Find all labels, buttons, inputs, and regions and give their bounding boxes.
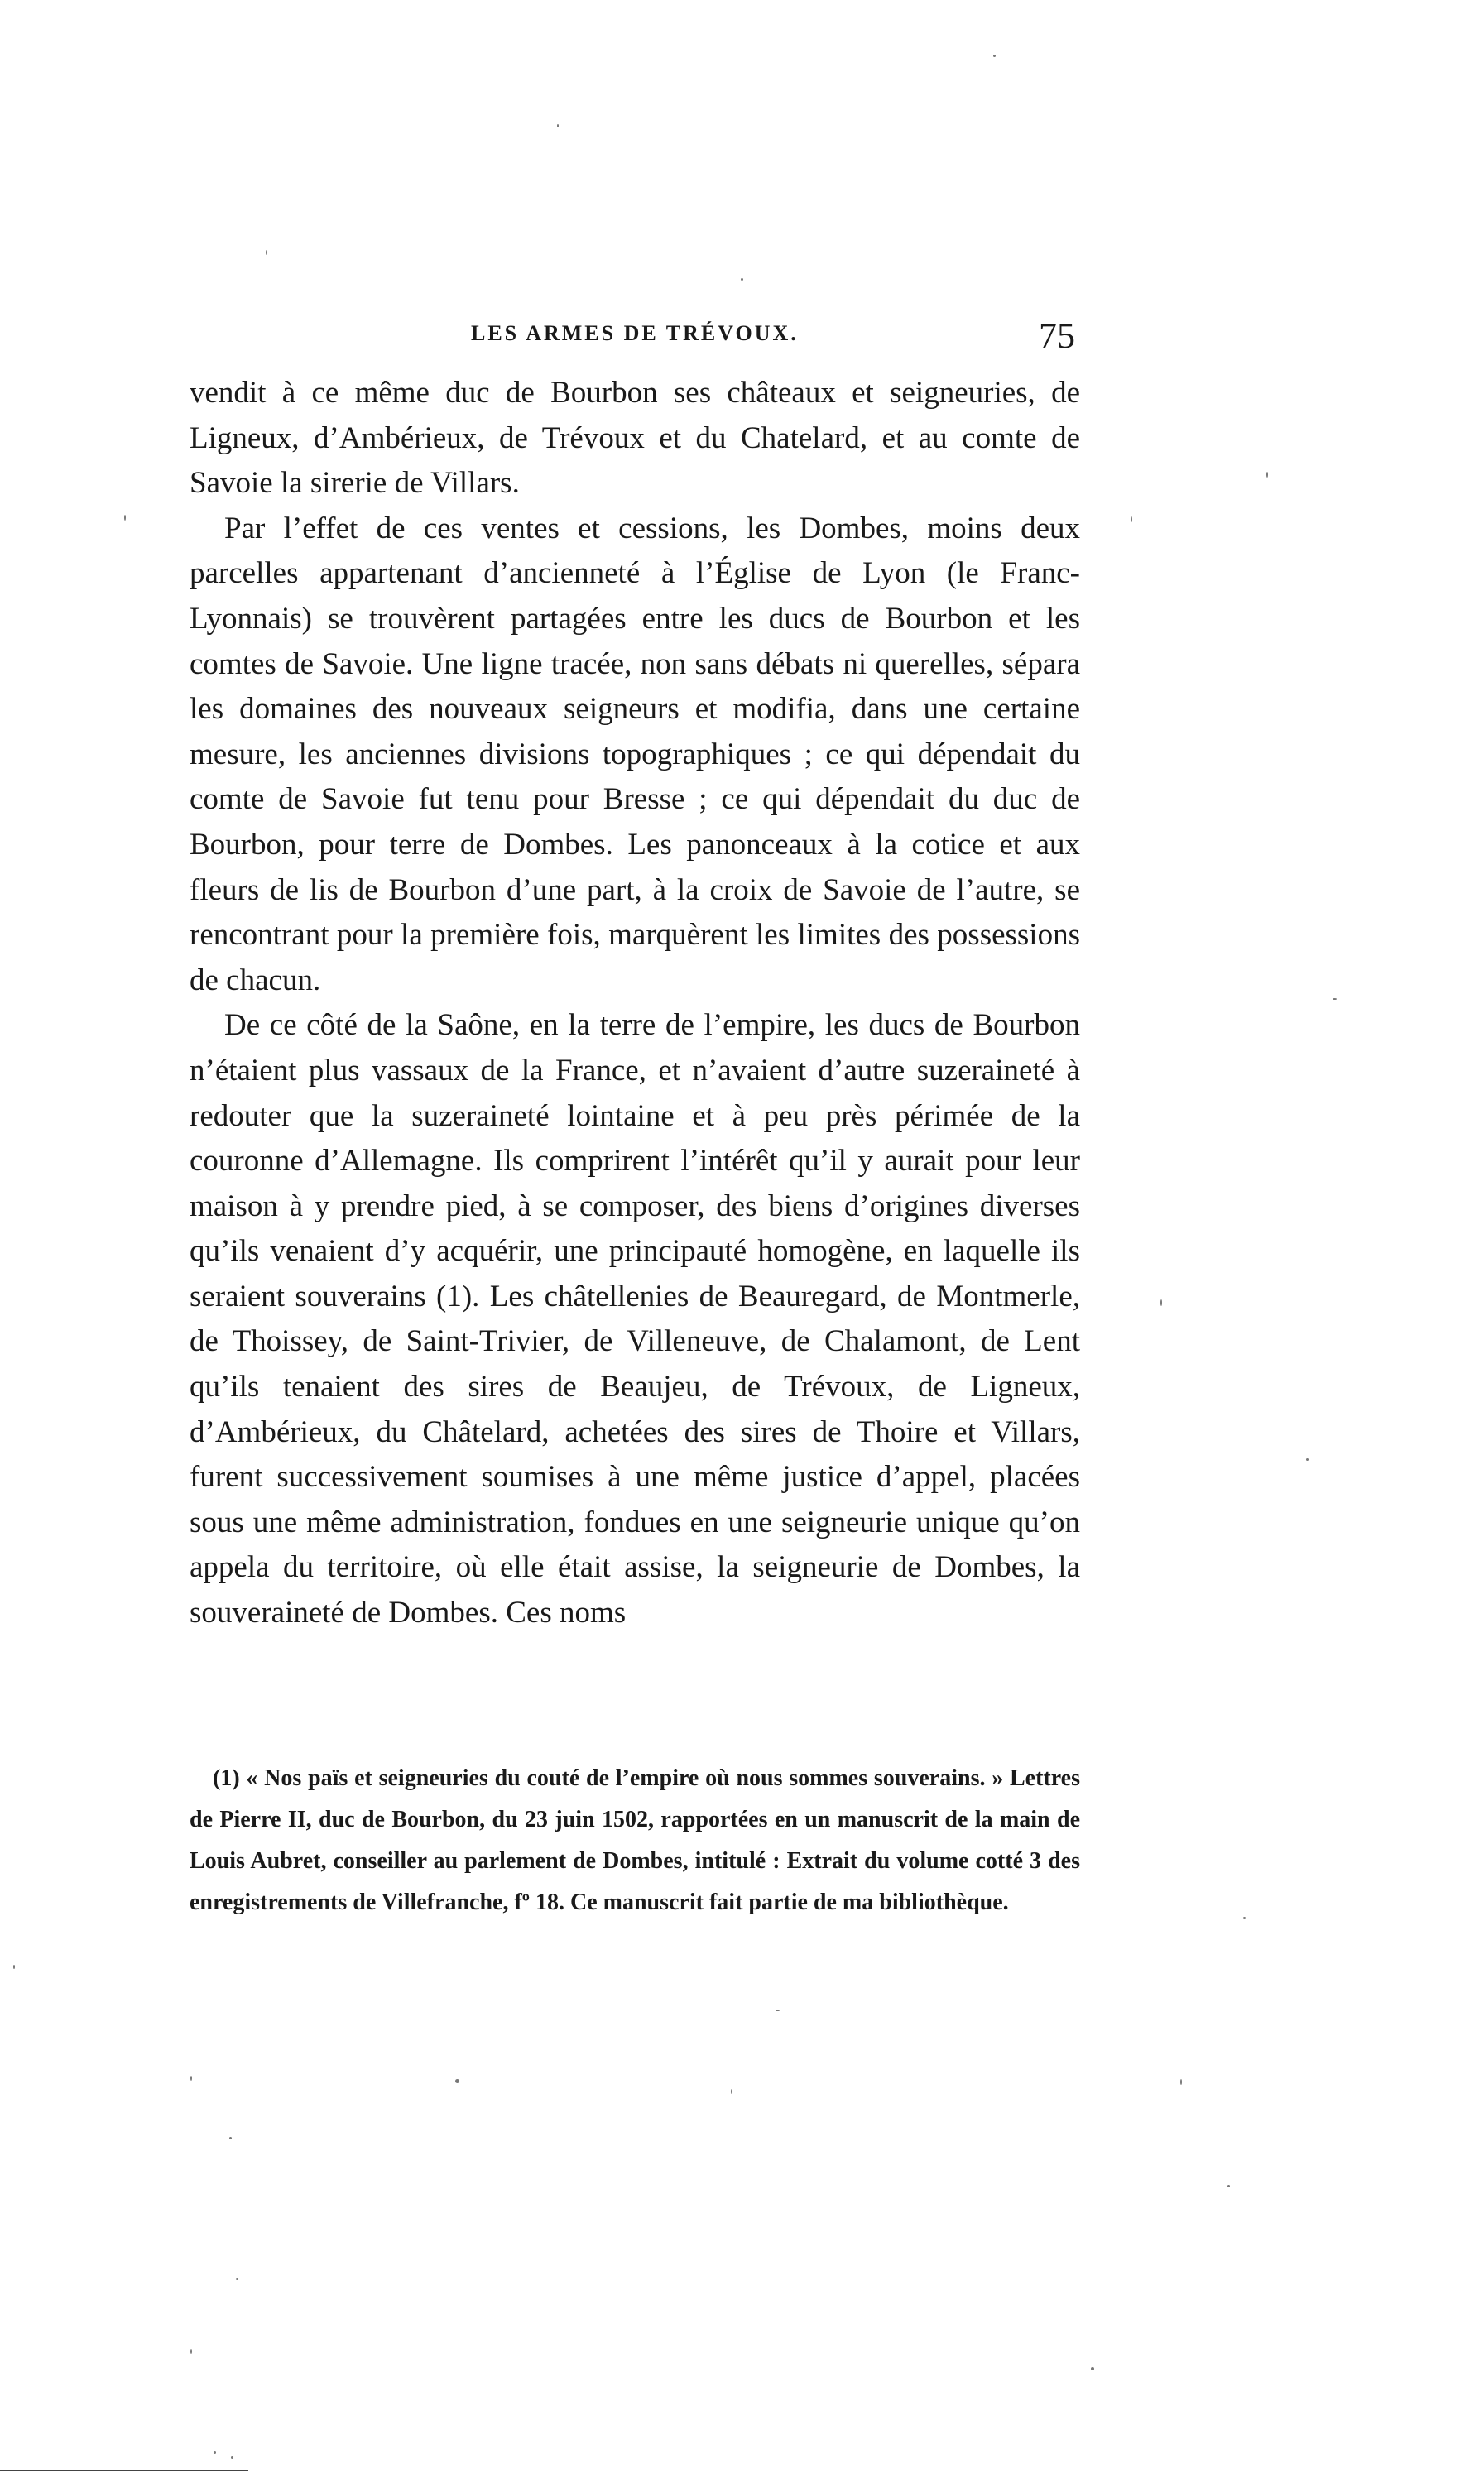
scan-speck: [13, 1965, 15, 1969]
scan-speck: [776, 2010, 780, 2011]
scan-speck: [557, 124, 559, 127]
paragraph-continued: vendit à ce même duc de Bourbon ses châteaux et seigneuries, de Ligneux, d’Ambérieux, de Trévoux et du Chatelard, et au comte de Savoie la sirerie de Villars.: [190, 376, 1080, 501]
scan-speck: [1306, 1458, 1309, 1461]
scan-speck: [236, 2278, 238, 2280]
scan-speck: [214, 2451, 216, 2454]
scan-speck: [1227, 2185, 1230, 2187]
scan-speck: [124, 515, 126, 521]
footnote-1: (1) « Nos païs et seigneuries du couté de l’empire où nous sommes souverains. » Lettres de Pierre II, duc de Bourbon, du 23 juin 1502, rapportées en un manuscrit de la main de Louis Aubret, conseiller au parlement de Dombes, intitulé : Extrait du volume cotté 3 des enregistrements de Villefranche, fº 18. Ce manuscrit fait partie de ma bibliothèque.: [190, 1765, 1080, 1915]
body-text: [190, 371, 1080, 1636]
scan-speck: [455, 2079, 459, 2083]
scan-speck: [190, 2349, 192, 2354]
paragraph-terre-de-l-empire: De ce côté de la Saône, en la terre de l’empire, les ducs de Bourbon n’étaient plus vassaux de la France, et n’avaient d’autre suzeraineté à redouter que la suzeraineté lointaine et à peu près périmée de la couronne d’Allemagne. Ils comprirent l’intérêt qu’il y aurait pour leur maison à y prendre pied, à se composer, des biens d’origines diverses qu’ils venaient d’y acquérir, une principauté homogène, en laquelle ils seraient souverains (1). Les châtellenies de Beauregard, de Montmerle, de Thoissey, de Saint-Trivier, de Villeneuve, de Chalamont, de Lent qu’ils tenaient des sires de Beaujeu, de Trévoux, de Ligneux, d’Ambérieux, du Châtelard, achetées des sires de Thoire et Villars, furent successivement soumises à une même justice d’appel, placées sous une même administration, fondues en une seigneurie unique qu’on appela du territoire, où elle était assise, la seigneurie de Dombes, la souveraineté de Dombes. Ces noms: [190, 1008, 1080, 1630]
scan-speck: [229, 2137, 232, 2139]
scan-speck: [1131, 516, 1132, 522]
running-head: [190, 315, 1080, 364]
scan-speck: [1333, 998, 1337, 1000]
scan-speck: [993, 55, 996, 57]
scan-speck: [266, 250, 267, 255]
bottom-edge-rule: [0, 2470, 248, 2471]
paragraph-ventes-et-cessions: Par l’effet de ces ventes et cessions, les Dombes, moins deux parcelles appartenant d’ancienneté à l’Église de Lyon (le Franc-Lyonnais) se trouvèrent partagées entre les ducs de Bourbon et les comtes de Savoie. Une ligne tracée, non sans débats ni querelles, sépara les domaines des nouveaux seigneurs et modifia, dans une certaine mesure, les anciennes divisions topographiques ; ce qui dépendait du comte de Savoie fut tenu pour Bresse ; ce qui dépendait du duc de Bourbon, pour terre de Dombes. Les panonceaux à la cotice et aux fleurs de lis de Bourbon d’une part, à la croix de Savoie de l’autre, se rencontrant pour la première fois, marquèrent les limites des possessions de chacun.: [190, 511, 1080, 997]
scan-speck: [190, 2076, 192, 2081]
footnotes: [190, 1758, 1080, 1923]
scan-speck: [231, 2456, 233, 2459]
scan-speck: [741, 278, 743, 281]
scan-speck: [1091, 2367, 1094, 2370]
page-number: 75: [1039, 315, 1075, 356]
scan-speck: [1243, 1917, 1246, 1919]
scan-speck: [731, 2089, 732, 2094]
scan-speck: [1160, 1299, 1162, 1306]
scan-speck: [1180, 2079, 1182, 2085]
running-title: LES ARMES DE TRÉVOUX.: [471, 321, 799, 345]
scan-speck: [1266, 472, 1268, 478]
